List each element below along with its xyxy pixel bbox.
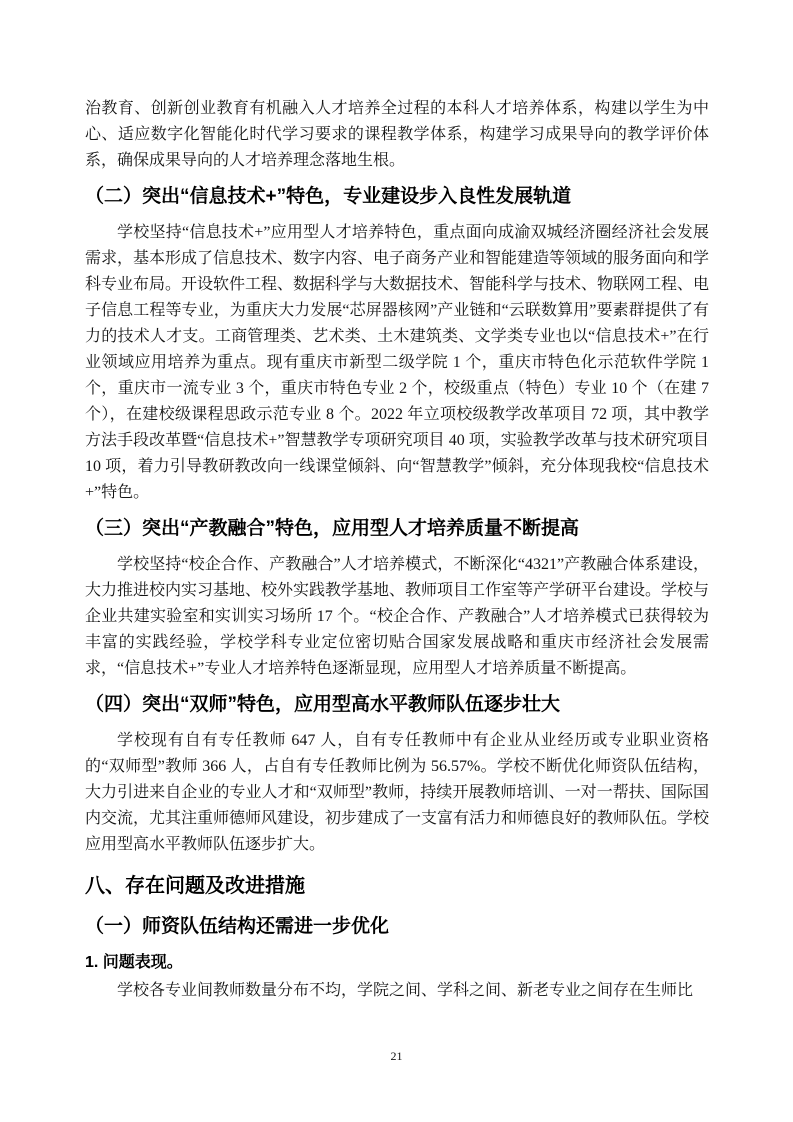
section-2-heading: （二）突出“信息技术+”特色，专业建设步入良性发展轨道: [85, 186, 572, 207]
intro-paragraph: 治教育、创新创业教育有机融入人才培养全过程的本科人才培养体系，构建以学生为中心、适应数字化智能化时代学习要求的课程教学体系，构建学习成果导向的教学评价体系，确保成果导向的人才培养理念落地生根。: [85, 100, 709, 169]
section-3-paragraph: 学校坚持“校企合作、产教融合”人才培养模式，不断深化“4321”产教融合体系建设，大力推进校内实习基地、校外实践教学基地、教师项目工作室等产学研平台建设。学校与企业共建实验室和实训实习场所 17 个。“校企合作、产教融合”人才培养模式已获得较为丰富的实践经验，学校学科专业定位密切贴合国家发展战略和重庆市经济社会发展需求，“信息技术+”专业人才培养特色逐渐显现，应用型人才培养质量不断提高。: [85, 556, 710, 677]
problem-item-heading: 1. 问题表现。: [85, 954, 183, 971]
section-3-heading: （三）突出“产教融合”特色，应用型人才培养质量不断提高: [85, 518, 580, 539]
section-2-paragraph: 学校坚持“信息技术+”应用型人才培养特色，重点面向成渝双城经济圈经济社会发展需求，基本形成了信息技术、数字内容、电子商务产业和智能建造等领域的服务面向和学科专业布局。开设软件工程、数据科学与大数据技术、智能科学与技术、物联网工程、电子信息工程等专业，为重庆大力发展“芯屏器核网”产业链和“云联数算用”要素群提供了有力的技术人才支。工商管理类、艺术类、土木建筑类、文学类专业也以“信息技术+”在行业领域应用培养为重点。现有重庆市新型二级学院 1 个，重庆市特色化示范软件学院 1 个，重庆市一流专业 3 个，重庆市特色专业 2 个，校级重点（特色）专业 10 个（在建 7 个），在建校级课程思政示范专业 8 个。2022 年立项校级教学改革项目 72 项，其中教学方法手段改革暨“信息技术+”智慧教学专项研究项目 40 项，实验教学改革与技术研究项目 10 项，着力引导教研教改向一线课堂倾斜、向“智慧教学”倾斜，充分体现我校“信息技术+”特色。: [85, 224, 710, 501]
section-4-paragraph: 学校现有自有专任教师 647 人，自有专任教师中有企业从业经历或专业职业资格的“双师型”教师 366 人，占自有专任教师比例为 56.57%。学校不断优化师资队伍结构，大力引进来自企业的专业人才和“双师型”教师，持续开展教师培训、一对一帮扶、国际国内交流，尤其注重师德师风建设，初步建成了一支富有活力和师德良好的教师队伍。学校应用型高水平教师队伍逐步扩大。: [85, 732, 710, 853]
chapter-8-section-1-paragraph: 学校各专业间教师数量分布不均，学院之间、学科之间、新老专业之间存在生师比: [117, 982, 694, 999]
chapter-8-section-1-heading: （一）师资队伍结构还需进一步优化: [85, 916, 390, 937]
section-4-heading: （四）突出“双师”特色，应用型高水平教师队伍逐步壮大: [85, 694, 561, 715]
chapter-8-heading: 八、存在问题及改进措施: [85, 875, 305, 897]
page-number: 21: [390, 1049, 403, 1063]
